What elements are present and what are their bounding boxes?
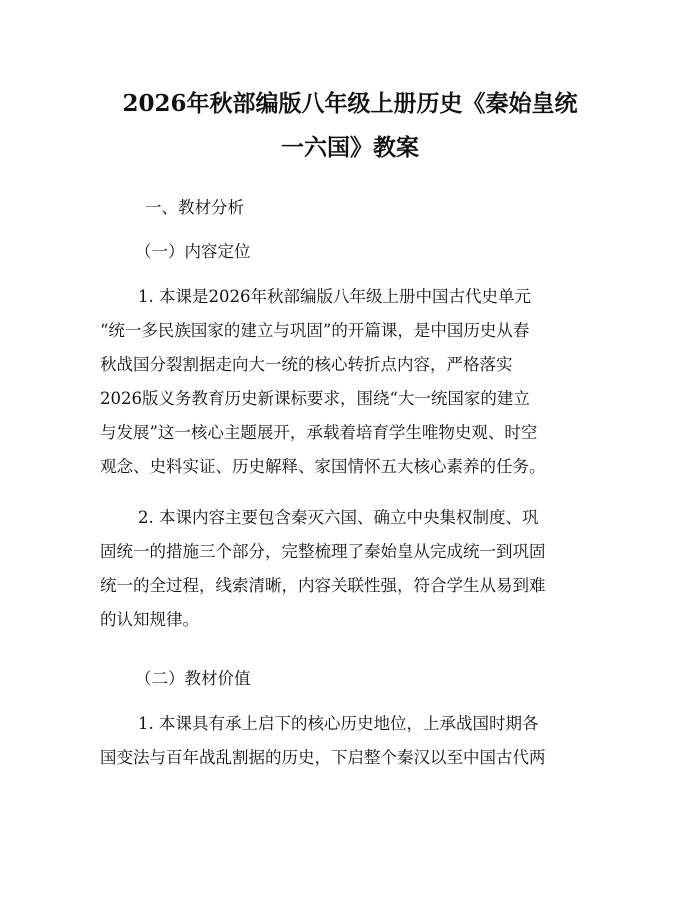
document-title-line-2: 一六国》教案 (281, 134, 419, 161)
paragraph-1-line: 与发展”这一核心主题展开，承载着培育学生唯物史观、时空 (100, 423, 538, 442)
paragraph-3 (100, 713, 605, 768)
paragraph-2-line: 固统一的措施三个部分，完整梳理了秦始皇从完成统一到巩固 (100, 542, 546, 561)
paragraph-1 (100, 286, 605, 477)
paragraph-3-line: 1. 本课具有承上启下的核心历史地位，上承战国时期各 (138, 714, 539, 733)
section-heading-textbook-analysis: 一、教材分析 (145, 198, 244, 217)
paragraph-2-line: 2. 本课内容主要包含秦灭六国、确立中央集权制度、巩 (138, 508, 539, 527)
subsection-heading-textbook-value: （二）教材价值 (135, 669, 251, 688)
paragraph-2-line: 的认知规律。 (100, 610, 199, 629)
paragraph-2 (100, 507, 605, 630)
paragraph-1-line: 观念、史料实证、历史解释、家国情怀五大核心素养的任务。 (100, 457, 546, 476)
paragraph-1-line: 秋战国分裂割据走向大一统的核心转折点内容，严格落实 (100, 355, 513, 374)
paragraph-2-line: 统一的全过程，线索清晰，内容关联性强，符合学生从易到难 (100, 576, 546, 595)
paragraph-1-line: 2026版义务教育历史新课标要求，围绕“大一统国家的建立 (100, 389, 530, 408)
paragraph-3-line: 国变法与百年战乱割据的历史，下启整个秦汉以至中国古代两 (100, 748, 546, 767)
document-title-line-1: 2026年秋部编版八年级上册历史《秦始皇统 (122, 90, 578, 117)
subsection-heading-content-positioning: （一）内容定位 (135, 242, 251, 261)
paragraph-1-line: “统一多民族国家的建立与巩固”的开篇课，是中国历史从春 (100, 321, 530, 340)
paragraph-1-line: 1. 本课是2026年秋部编版八年级上册中国古代史单元 (138, 287, 531, 306)
